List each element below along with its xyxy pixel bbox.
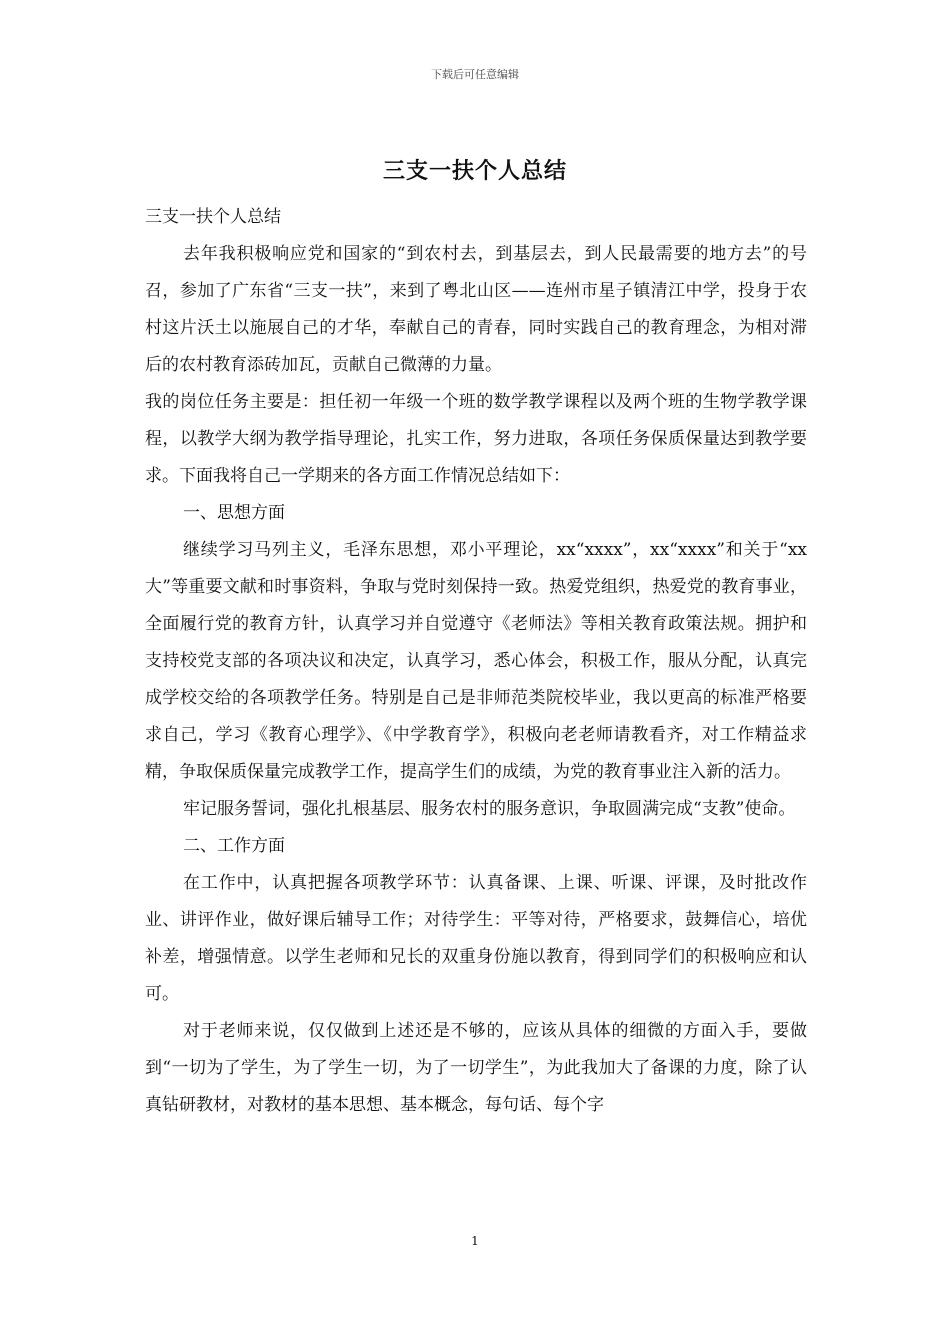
page-number: 1 — [471, 1234, 479, 1248]
header-note: 下载后可任意编辑 — [431, 68, 519, 81]
paragraph: 三支一扶个人总结 — [145, 207, 281, 227]
paragraph: 牢记服务誓词，强化扎根基层、服务农村的服务意识，争取圆满完成“支教”使命。 — [183, 799, 796, 819]
paragraph: 继续学习马列主义，毛泽东思想，邓小平理论，xx“xxxx”，xx“xxxx”和关于“xx大”等重要文献和时事资料，争取与党时刻保持一致。热爱党组织，热爱党的教育事业，全面履行党的教育方针，认真学习并自觉遵守《老师法》等相关教育政策法规。拥护和支持校党支部的各项决议和决定，认真学习，悉心体会，积极工作，服从分配，认真完成学校交给的各项教学任务。特别是自己是非师范类院校毕业，我以更高的标准严格要求自己，学习《教育心理学》、《中学教育学》，积极向老老师请教看齐，对工作精益求精，争取保质保量完成教学工作，提高学生们的成绩，为党的教育事业注入新的活力。 — [145, 540, 807, 782]
section-heading: 一、思想方面 — [183, 503, 285, 523]
section-heading: 二、工作方面 — [183, 836, 285, 856]
document-title: 三支一扶个人总结 — [382, 158, 567, 184]
paragraph: 对于老师来说，仅仅做到上述还是不够的，应该从具体的细微的方面入手，要做到“一切为了学生，为了学生一切，为了一切学生”，为此我加大了备课的力度，除了认真钻研教材，对教材的基本思想、基本概念，每句话、每个字 — [145, 1021, 807, 1115]
document-body — [145, 199, 807, 1124]
paragraph: 在工作中，认真把握各项教学环节：认真备课、上课、听课、评课，及时批改作业、讲评作业，做好课后辅导工作；对待学生：平等对待，严格要求，鼓舞信心，培优补差，增强情意。以学生老师和兄长的双重身份施以教育，得到同学们的积极响应和认可。 — [145, 873, 807, 1004]
paragraph: 我的岗位任务主要是：担任初一年级一个班的数学教学课程以及两个班的生物学教学课程，以教学大纲为教学指导理论，扎实工作，努力进取，各项任务保质保量达到教学要求。下面我将自己一学期来的各方面工作情况总结如下： — [145, 392, 807, 486]
paragraph: 去年我积极响应党和国家的“到农村去，到基层去，到人民最需要的地方去”的号召，参加了广东省“三支一扶”，来到了粤北山区——连州市星子镇清江中学，投身于农村这片沃土以施展自己的才华，奉献自己的青春，同时实践自己的教育理念，为相对滞后的农村教育添砖加瓦，贡献自己微薄的力量。 — [145, 244, 807, 375]
